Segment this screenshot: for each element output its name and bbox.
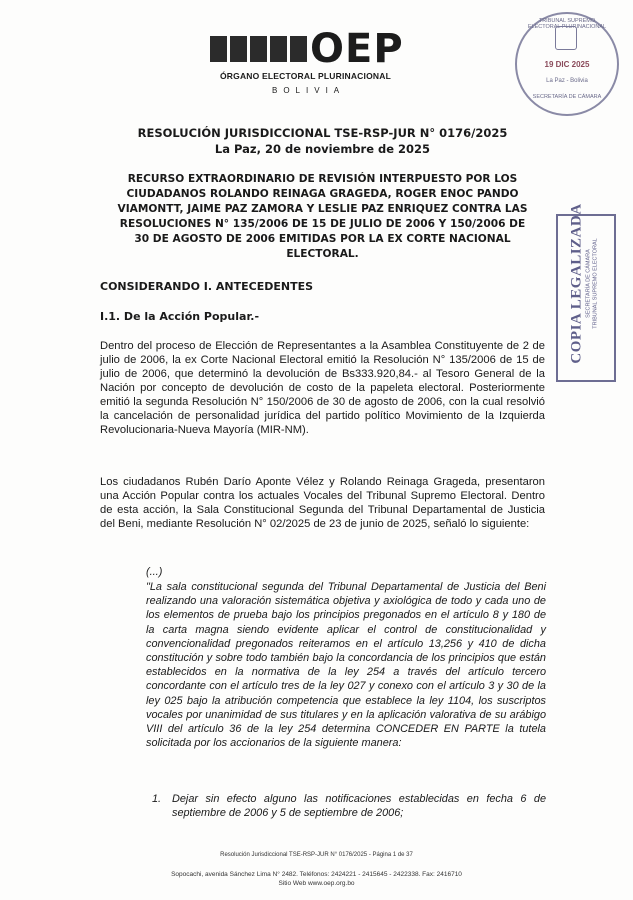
organ-name: ÓRGANO ELECTORAL PLURINACIONAL bbox=[220, 71, 391, 81]
resolution-number: RESOLUCIÓN JURISDICCIONAL TSE-RSP-JUR N° 0176/2025 bbox=[137, 126, 508, 140]
logo-squares bbox=[210, 36, 307, 62]
footer-address-block bbox=[0, 870, 633, 888]
stamp-date: 19 DIC 2025 bbox=[544, 60, 590, 69]
oep-logo bbox=[200, 26, 440, 110]
paragraph-2: Los ciudadanos Rubén Darío Aponte Vélez y Rolando Reinaga Grageda, presentaron una Acción Popular contra los actuales Vocales del Tribunal Supremo Electoral. Dentro de esta acción, la Sala Constitucional Segunda del Tribunal Departamental de Justicia del Beni, mediante Resolución N° 02/2025 de 23 de junio de 2025, señaló lo siguiente: bbox=[100, 476, 545, 530]
reception-stamp bbox=[515, 12, 619, 116]
stamp-bottom-text: SECRETARÍA DE CÁMARA bbox=[532, 94, 602, 100]
list-item bbox=[152, 792, 546, 820]
stamp-city: La Paz - Bolivia bbox=[546, 78, 588, 84]
page-reference: Resolución Jurisdiccional TSE-RSP-JUR N° 0176/2025 - Página 1 de 37 bbox=[220, 852, 413, 858]
paragraph-1: Dentro del proceso de Elección de Representantes a la Asamblea Constituyente de 2 de julio de 2006, la ex Corte Nacional Electoral emitió la Resolución N° 135/2006 de 15 de julio de 2006, que determinó la devolución de Bs333.920,84.- al Tesoro General de la Nación por concepto de devolución de costo de la papeleta electoral. Posteriormente emitió la segunda Resolución N° 150/2006 de 30 de agosto de 2006, con la cual resolvió la cancelación de personalidad jurídica del partido político Movimiento de la Izquierda Revolucionaria-Nueva Mayoría (MIR-NM). bbox=[100, 340, 545, 436]
subsection-heading: I.1. De la Acción Popular.- bbox=[100, 310, 260, 323]
stamp-top-text: TRIBUNAL SUPREMO ELECTORAL PLURINACIONAL bbox=[527, 18, 607, 30]
list-item-text: Dejar sin efecto alguno las notificaciones establecidas en fecha 6 de septiembre de 2006 y 5 de septiembre de 2006; bbox=[172, 793, 546, 820]
title-line: ELECTORAL. bbox=[286, 248, 359, 260]
country-name: BOLIVIA bbox=[272, 86, 346, 95]
copia-line-1: SECRETARÍA DE CÁMARA bbox=[585, 249, 592, 318]
copia-main-text: COPIA LEGALIZADA bbox=[568, 203, 585, 364]
quote-ellipsis: (...) bbox=[146, 566, 163, 578]
footer-address: Sopocachi, avenida Sánchez Lima N° 2482. Teléfonos: 2424221 - 2415645 - 2422338. Fax: 2416710 bbox=[171, 871, 462, 878]
quote-text: "La sala constitucional segunda del Tribunal Departamental de Justicia del Beni realizando una valoración sistemática objetiva y axiológica de todo y cada uno de los elementos de prueba bajo los principios pregonados en el artículo 8 y 180 de la carta magna siendo evidente aplicar el control de constitucionalidad y convencionalidad pregonados reiteramos en el artículo 13,256 y 410 de dicha constitución y sobre todo también bajo la concordancia de los principios que están establecidos en la normativa de la ley 254 a través del artículo tercero concordante con el artículo tres de la ley 027 y conexo con el artículo 3 y 30 de la ley 025 bajo la atribución competencia que establece la ley 1104, los suscriptos vocales por unanimidad de sus titulares y en la aplicación valorativa de su arábigo VIII del artículo 36 de la ley 254 determina CONCEDER EN PARTE la tutela solicitada por los accionarios de la siguiente manera: bbox=[146, 581, 546, 750]
title-line: RESOLUCIONES N° 135/2006 DE 15 DE JULIO DE 2006 Y 150/2006 DE bbox=[119, 218, 526, 230]
title-line: RECURSO EXTRAORDINARIO DE REVISIÓN INTERPUESTO POR LOS bbox=[127, 173, 518, 185]
footer-web: Sitio Web www.oep.org.bo bbox=[278, 880, 355, 887]
copia-line-2: TRIBUNAL SUPREMO ELECTORAL bbox=[592, 238, 599, 329]
title-line: 30 DE AGOSTO DE 2006 EMITIDAS POR LA EX CORTE NACIONAL bbox=[134, 233, 511, 245]
list-item-number: 1. bbox=[152, 793, 162, 805]
section-heading: CONSIDERANDO I. ANTECEDENTES bbox=[100, 280, 314, 293]
title-line: CIUDADANOS ROLANDO REINAGA GRAGEDA, ROGER ENOC PANDO bbox=[126, 188, 519, 200]
logo-text: OEP bbox=[310, 26, 404, 72]
resolution-title bbox=[100, 172, 545, 262]
copia-legalizada-stamp bbox=[556, 203, 616, 382]
title-line: VIAMONTT, JAIME PAZ ZAMORA Y LESLIE PAZ ENRIQUEZ CONTRA LAS bbox=[117, 203, 528, 215]
seal-icon bbox=[555, 26, 577, 50]
resolution-date: La Paz, 20 de noviembre de 2025 bbox=[214, 142, 431, 156]
